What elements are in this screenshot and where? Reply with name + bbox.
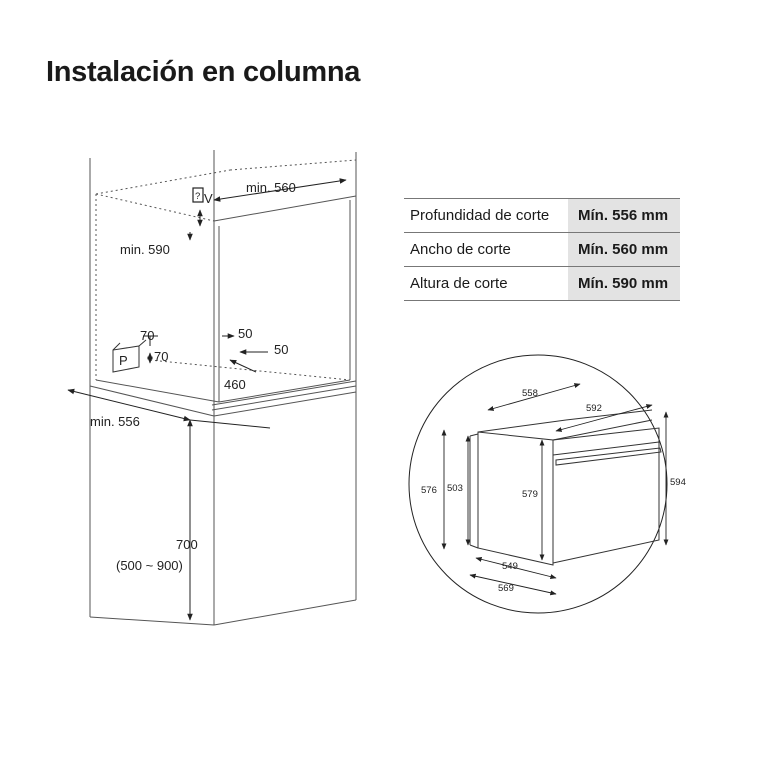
dim-min-590: min. 590 bbox=[120, 242, 170, 257]
dim-min-560: min. 560 bbox=[246, 180, 296, 195]
dim-558: 558 bbox=[522, 388, 538, 399]
socket-label: P bbox=[119, 353, 128, 368]
column-cabinet bbox=[90, 150, 356, 625]
dim-594: 594 bbox=[670, 477, 686, 488]
spec-label: Profundidad de corte bbox=[404, 199, 568, 233]
oven-drawing bbox=[470, 410, 661, 565]
svg-text:?: ? bbox=[195, 191, 201, 202]
ventilation-label: V bbox=[204, 191, 213, 206]
specs-table bbox=[404, 198, 680, 301]
dim-549: 549 bbox=[502, 561, 518, 572]
spec-label: Altura de corte bbox=[404, 267, 568, 301]
dim-579: 579 bbox=[522, 489, 538, 500]
dim-70-horizontal: 70 bbox=[140, 328, 155, 343]
dim-min-556: min. 556 bbox=[90, 414, 140, 429]
dim-569: 569 bbox=[498, 583, 514, 594]
specs-row bbox=[404, 199, 680, 233]
socket-box bbox=[113, 340, 146, 372]
dim-700: 700 bbox=[176, 537, 198, 552]
dim-503: 503 bbox=[447, 483, 463, 494]
dim-50-top: 50 bbox=[238, 326, 253, 341]
spec-value: Mín. 590 mm bbox=[568, 267, 680, 301]
page-title: Instalación en columna bbox=[46, 56, 361, 88]
spec-value: Mín. 560 mm bbox=[568, 233, 680, 267]
spec-label: Ancho de corte bbox=[404, 233, 568, 267]
dim-height-range: (500 ~ 900) bbox=[116, 558, 183, 573]
dim-50-right: 50 bbox=[274, 342, 289, 357]
specs-row bbox=[404, 267, 680, 301]
dim-576: 576 bbox=[421, 485, 437, 496]
dim-70-vertical: 70 bbox=[154, 349, 169, 364]
dim-460: 460 bbox=[224, 377, 246, 392]
dim-592: 592 bbox=[586, 403, 602, 414]
specs-row bbox=[404, 233, 680, 267]
spec-value: Mín. 556 mm bbox=[568, 199, 680, 233]
